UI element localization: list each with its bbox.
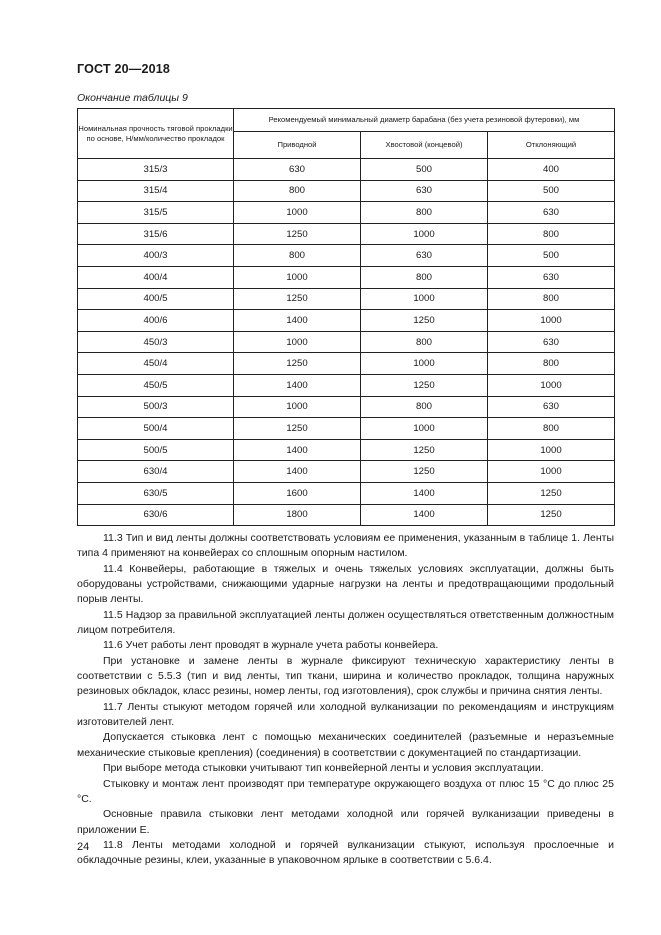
table-cell: 315/4	[78, 180, 234, 202]
table-cell: 630	[234, 159, 361, 181]
table-cell: 315/6	[78, 223, 234, 245]
table-cell: 630/6	[78, 504, 234, 526]
table-cell: 450/5	[78, 374, 234, 396]
table-row	[78, 461, 615, 483]
table-cell: 800	[361, 266, 488, 288]
table-cell: 1000	[234, 202, 361, 224]
table-cell: 800	[234, 180, 361, 202]
table-cell: 1250	[234, 353, 361, 375]
table-cell: 500	[488, 245, 615, 267]
table-row	[78, 374, 615, 396]
table-caption: Окончание таблицы 9	[77, 92, 188, 104]
table-cell: 1000	[361, 288, 488, 310]
table-cell: 630	[361, 245, 488, 267]
table-cell: 1400	[234, 461, 361, 483]
table-cell: 500/4	[78, 418, 234, 440]
table-cell: 1000	[488, 439, 615, 461]
table-cell: 630	[488, 202, 615, 224]
table-row	[78, 180, 615, 202]
table-cell: 400/5	[78, 288, 234, 310]
table-cell: 400/3	[78, 245, 234, 267]
paragraph: 11.8 Ленты методами холодной и горячей вулканизации стыкуют, используя прослоечные и обкладочные резины, клеи, указанные в упаковочном ярлыке в соответствии с 5.6.4.	[77, 838, 614, 867]
body-text	[77, 531, 614, 869]
table-cell: 630/4	[78, 461, 234, 483]
table-cell: 800	[488, 223, 615, 245]
table-cell: 1250	[234, 418, 361, 440]
paragraph: 11.3 Тип и вид ленты должны соответствовать условиям ее применения, указанным в таблице 1. Ленты типа 4 применяют на конвейерах со сплошным опорным настилом.	[77, 532, 614, 560]
table-row	[78, 353, 615, 375]
table-row	[78, 331, 615, 353]
table-cell: 800	[488, 418, 615, 440]
col-header-deflect: Отклоняющий	[488, 132, 615, 159]
table-cell: 1000	[361, 353, 488, 375]
table-cell: 1400	[361, 482, 488, 504]
table-cell: 630	[361, 180, 488, 202]
col-header-strength: Номинальная прочность тяговой прокладки по основе, Н/мм/количество прокладок	[78, 109, 234, 159]
table-cell: 1400	[234, 310, 361, 332]
table-cell: 800	[234, 245, 361, 267]
table-cell: 1000	[234, 331, 361, 353]
page-number: 24	[77, 841, 90, 853]
drum-diameter-table	[77, 108, 615, 526]
table-cell: 630	[488, 266, 615, 288]
table-row	[78, 202, 615, 224]
table-cell: 800	[361, 396, 488, 418]
table-cell: 1250	[361, 374, 488, 396]
table-row	[78, 159, 615, 181]
col-header-tail: Хвостовой (концевой)	[361, 132, 488, 159]
table-cell: 1000	[488, 461, 615, 483]
table-cell: 1250	[488, 482, 615, 504]
table-row	[78, 418, 615, 440]
table-row	[78, 245, 615, 267]
table-cell: 1000	[361, 418, 488, 440]
table-cell: 400/6	[78, 310, 234, 332]
table-row	[78, 310, 615, 332]
table-cell: 1400	[234, 374, 361, 396]
paragraph: Допускается стыковка лент с помощью механических соединителей (разъемные и неразъемные механические стыковые крепления) (соединения) в соответствии с документацией по стандартизации.	[77, 731, 614, 759]
paragraph: При установке и замене ленты в журнале фиксируют техническую характеристику ленты в соответствии с 5.5.3 (тип и вид ленты, тип ткани, ширина и количество прокладок, толщина наружных резиновых обкладок, класс резины, номер ленты, год изготовления), срок службы и причина снятия ленты.	[77, 654, 614, 698]
table-cell: 1800	[234, 504, 361, 526]
table-cell: 1400	[234, 439, 361, 461]
table-row	[78, 266, 615, 288]
table-cell: 800	[361, 331, 488, 353]
table-cell: 800	[361, 202, 488, 224]
col-header-drive: Приводной	[234, 132, 361, 159]
paragraph: Основные правила стыковки лент методами холодной или горячей вулканизации приведены в приложении Е.	[77, 808, 614, 836]
table-row	[78, 288, 615, 310]
paragraph: Стыковку и монтаж лент производят при температуре окружающего воздуха от плюс 15 °С до плюс 25 °С.	[77, 777, 614, 805]
table-cell: 450/3	[78, 331, 234, 353]
paragraph: 11.4 Конвейеры, работающие в тяжелых и очень тяжелых условиях эксплуатации, должны быть оборудованы устройствами, снижающими ударные нагрузки на ленты и предотвращающими продольный порыв ленты.	[77, 562, 614, 606]
table-cell: 500	[361, 159, 488, 181]
table-cell: 1000	[234, 266, 361, 288]
table-cell: 400/4	[78, 266, 234, 288]
table-cell: 1250	[488, 504, 615, 526]
table-row	[78, 223, 615, 245]
table-row	[78, 439, 615, 461]
paragraph: 11.7 Ленты стыкуют методом горячей или холодной вулканизации по рекомендациям и инструкциям изготовителей лент.	[77, 700, 614, 729]
table-row	[78, 504, 615, 526]
table-cell: 450/4	[78, 353, 234, 375]
table-cell: 1250	[234, 288, 361, 310]
table-cell: 1250	[361, 461, 488, 483]
paragraph: 11.5 Надзор за правильной эксплуатацией ленты должен осуществляться ответственным должностным лицом потребителя.	[77, 608, 614, 637]
table-cell: 1400	[361, 504, 488, 526]
table-cell: 630	[488, 396, 615, 418]
table-row	[78, 482, 615, 504]
col-header-group: Рекомендуемый минимальный диаметр барабана (без учета резиновой футеровки), мм	[234, 109, 615, 132]
table-cell: 1250	[234, 223, 361, 245]
table-cell: 800	[488, 288, 615, 310]
table-cell: 1250	[361, 439, 488, 461]
table-cell: 500/5	[78, 439, 234, 461]
paragraph: При выборе метода стыковки учитывают тип конвейерной ленты и условия эксплуатации.	[103, 762, 544, 775]
table-cell: 315/3	[78, 159, 234, 181]
table-body	[78, 159, 615, 526]
table-cell: 1000	[488, 310, 615, 332]
table-cell: 500	[488, 180, 615, 202]
table-cell: 1000	[361, 223, 488, 245]
table-row	[78, 396, 615, 418]
table-cell: 400	[488, 159, 615, 181]
document-header: ГОСТ 20—2018	[77, 62, 171, 76]
table-cell: 315/5	[78, 202, 234, 224]
table-cell: 500/3	[78, 396, 234, 418]
table-cell: 800	[488, 353, 615, 375]
table-cell: 1600	[234, 482, 361, 504]
paragraph: 11.6 Учет работы лент проводят в журнале учета работы конвейера.	[103, 639, 439, 652]
table-cell: 1000	[488, 374, 615, 396]
table-cell: 630/5	[78, 482, 234, 504]
table-cell: 1250	[361, 310, 488, 332]
table-cell: 630	[488, 331, 615, 353]
table-cell: 1000	[234, 396, 361, 418]
